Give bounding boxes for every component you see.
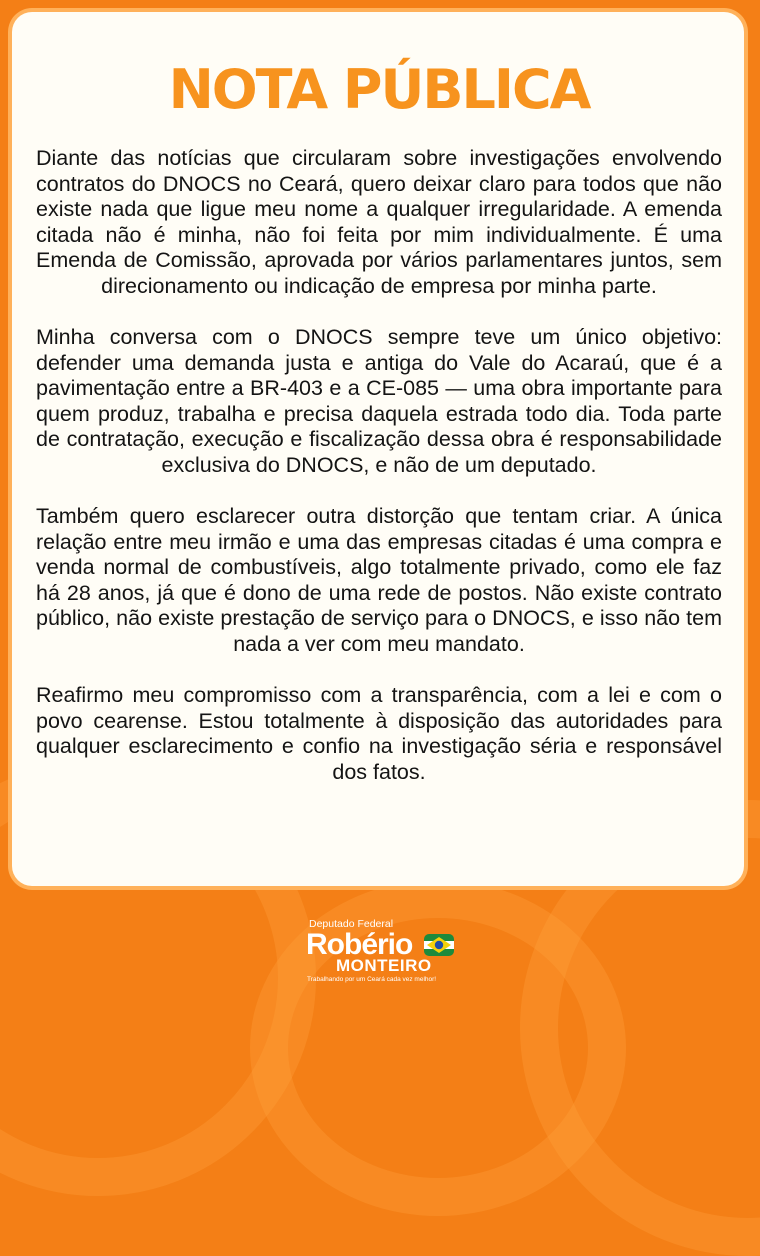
logo-name: Robério bbox=[306, 928, 413, 961]
politician-logo bbox=[305, 918, 465, 988]
paragraph-2: Minha conversa com o DNOCS sempre teve um único objetivo: defender uma demanda justa e antiga do Vale do Acaraú, que é a pavimentação entre a BR-403 e a CE-085 — uma obra importante para quem produz, trabalha e precisa daquela estrada todo dia. Toda parte de contratação, execução e fiscalização dessa obra é responsabilidade exclusiva do DNOCS, e não de um deputado. bbox=[36, 325, 722, 477]
logo-slogan: Trabalhando por um Ceará cada vez melhor! bbox=[307, 976, 437, 983]
paragraph-1: Diante das notícias que circularam sobre investigações envolvendo contratos do DNOCS no Ceará, quero deixar claro para todos que não existe nada que ligue meu nome a qualquer irregularidade. A emenda citada não é minha, não foi feita por mim individualmente. É uma Emenda de Comissão, aprovada por vários parlamentares juntos, sem direcionamento ou indicação de empresa por minha parte. bbox=[36, 146, 722, 298]
note-card bbox=[12, 12, 744, 886]
paragraph-4: Reafirmo meu compromisso com a transparência, com a lei e com o povo cearense. Estou totalmente à disposição das autoridades para qualquer esclarecimento e confio na investigação séria e responsável dos fatos. bbox=[36, 683, 722, 784]
paragraph-3: Também quero esclarecer outra distorção que tentam criar. A única relação entre meu irmão e uma das empresas citadas é uma compra e venda normal de combustíveis, algo totalmente privado, como ele faz há 28 anos, já que é dono de uma rede de postos. Não existe contrato público, não existe prestação de serviço para o DNOCS, e isso não tem nada a ver com meu mandato. bbox=[36, 504, 722, 656]
page-title: NOTA PÚBLICA bbox=[168, 58, 590, 121]
logo-surname: MONTEIRO bbox=[336, 956, 432, 975]
ceara-flag-icon bbox=[424, 934, 454, 956]
logo-label: Deputado Federal bbox=[309, 918, 394, 930]
